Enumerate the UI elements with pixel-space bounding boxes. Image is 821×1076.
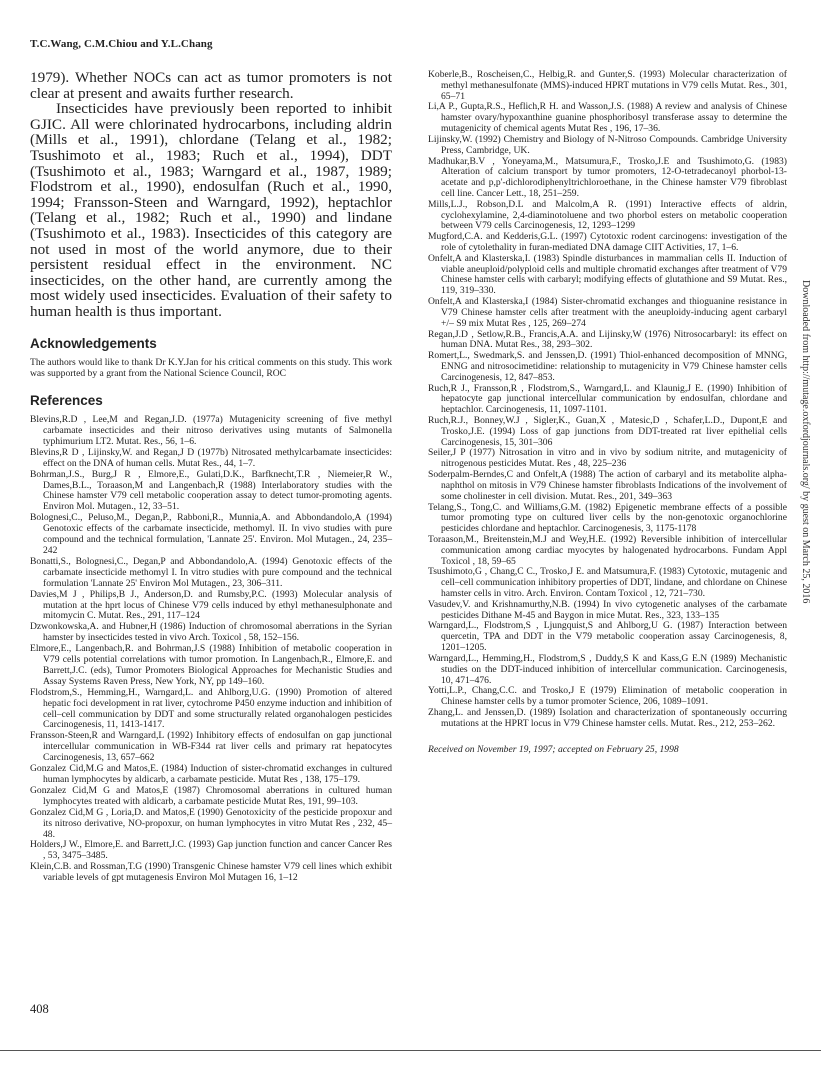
reference-item: Ruch,R J., Fransson,R , Flodstrom,S., Warngard,L. and Klaunig,J E. (1990) Inhibition of hepatocyte gap junctional intercellular communication by endosulfan, chlordane and heptachlor. Carcinogenesis, 11, 1097-1101.: [428, 382, 787, 416]
reference-item: Fransson-Steen,R and Warngard,L (1992) Inhibitory effects of endosulfan on gap junctional intercellular communication in WB-F344 rat liver cells and primary rat hepatocytes Carcinogenesis, 13, 657–662: [30, 730, 392, 764]
reference-item: Blevins,R D , Lijinsky,W. and Regan,J D (1977b) Nitrosated methylcarbamate insecticides: effect on the DNA of human cells. Mutat Res., 44, 1–7.: [30, 446, 392, 469]
bottom-divider: [0, 1050, 821, 1051]
reference-item: Onfelt,A and Klasterska,I. (1983) Spindle disturbances in mammalian cells II. Induction of viable aneuploid/polyploid cells and multiple chromatid exchanges after treatment of V79 Chinese hamster cells with carbaryl; modifying effects of glutathione and S9 Mutat. Res., 119, 319–330.: [428, 252, 787, 297]
right-column: [428, 70, 787, 755]
body-paragraph: Insecticides have previously been reported to inhibit GJIC. All were chlorinated hydrocarbons, including aldrin (Mills et al., 1991), chlordane (Telang et al., 1982; Tsushimoto et al., 1983; Ruch et al., 1994), DDT (Tsushimoto et al., 1983; Warngard et al., 1987, 1989; Flodstrom et al., 1990), endosulfan (Ruch et al., 1990, 1994; Fransson-Steen and Warngard, 1992), heptachlor (Telang et al., 1982; Ruch et al., 1990) and lindane (Tsushimoto et al., 1983). Insecticides of this category are not used in most of the world anymore, due to their persistent residual effect in the environment. NC insecticides, on the other hand, are currently among the most widely used insecticides. Evaluation of their safety to human health is thus important.: [30, 100, 392, 320]
reference-item: Davies,M J , Philips,B J., Anderson,D. and Rumsby,P.C. (1993) Molecular analysis of mutation at the hprt locus of Chinese V79 cells induced by ethyl methanesulphonate and mitomycin C. Mutat. Res., 291, 117–124: [30, 588, 392, 622]
reference-item: Mugford,C.A. and Kedderis,G.L. (1997) Cytotoxic rodent carcinogens: investigation of the role of cytolethality in furan-mediated DNA damage CIIT Activities, 17, 1–6.: [428, 231, 787, 253]
reference-item: Yotti,L.P., Chang,C.C. and Trosko,J E (1979) Elimination of metabolic cooperation in Chinese hamster cells by a tumor promoter Science, 206, 1089–1091.: [428, 685, 787, 708]
running-header: T.C.Wang, C.M.Chiou and Y.L.Chang: [30, 38, 213, 50]
body-paragraph: 1979). Whether NOCs can act as tumor promoters is not clear at present and awaits further research.: [30, 69, 392, 102]
reference-item: Warngard,L., Hemming,H., Flodstrom,S , Duddy,S K and Kass,G E.N (1989) Mechanistic studies on the DDT-induced inhibition of intercellular communication. Carcinogenesis, 10, 471–476.: [428, 652, 787, 686]
reference-item: Onfelt,A and Klasterska,I (1984) Sister-chromatid exchanges and thioguanine resistance in V79 Chinese hamster cells after treatment with the aneuploidy-inducing agent carbaryl +/– S9 mix Mutat Res , 125, 269–274: [428, 296, 787, 329]
download-watermark-text[interactable]: Downloaded from http://mutage.oxfordjournals.org/ by guest on March 25, 2016: [800, 280, 811, 604]
reference-item: Bolognesi,C., Peluso,M., Degan,P., Rabboni,R., Munnia,A. and Abbondandolo,A (1994) Genotoxic effects of the carbamate insecticide, methomyl. II. In vivo studies with pure compound and the technical formulation, 'Lannate 25'. Environ. Mol Mutagen., 24, 235–242: [30, 512, 392, 556]
reference-item: Madhukar,B.V , Yoneyama,M., Matsumura,F., Trosko,J.E and Tsushimoto,G. (1983) Alteration of calcium transport by tumor promoters, 12-O-tetradecanoyl phorbol-13-acetate and p,p'-dichlorodiphenyltrichloroethane, in the Chinese hamster V79 fibroblast cell line. Cancer Lett., 18, 251–259.: [428, 155, 787, 199]
reference-item: Holders,J W., Elmore,E. and Barrett,J.C. (1993) Gap junction function and cancer Cancer Res , 53, 3475–3485.: [30, 839, 392, 862]
reference-list-left: [30, 415, 392, 884]
reference-item: Gonzalez Cid,M.G and Matos,E. (1984) Induction of sister-chromatid exchanges in cultured human lymphocytes by aldicarb, a carbamate pesticide. Mutat Res , 138, 175–179.: [30, 763, 392, 785]
reference-item: Bonatti,S., Bolognesi,C., Degan,P and Abbondandolo,A. (1994) Genotoxic effects of the carbamate insecticide methomyl I. In vitro studies with pure compound and the technical formulation 'Lannate 25' Environ Mol Mutagen., 23, 306–311.: [30, 555, 392, 589]
reference-item: Seiler,J P (1977) Nitrosation in vitro and in vivo by sodium nitrite, and mutagenicity of nitrogenous pesticides Mutat. Res , 48, 225–236: [428, 447, 787, 470]
reference-item: Romert,L., Swedmark,S. and Jenssen,D. (1991) Thiol-enhanced decomposition of MNNG, ENNG and nitrosocimetidine: relationship to mutagenicity in V79 Chinese hamster cells Carcinogenesis, 12, 847–853.: [428, 350, 787, 383]
reference-item: Lijinsky,W. (1992) Chemistry and Biology of N-Nitroso Compounds. Cambridge University Press, Cambridge, UK.: [428, 133, 787, 156]
reference-item: Telang,S., Tong,C. and Williams,G.M. (1982) Epigenetic membrane effects of a possible tumor promoting type on cultured liver cells by the non-genotoxic organochlorine pesticides chlordane and heptachlor. Carcinogenesis, 3, 1175-1178: [428, 501, 787, 535]
reference-item: Li,A P., Gupta,R.S., Heflich,R H. and Wasson,J.S. (1988) A review and analysis of Chinese hamster ovary/hypoxanthine guanine phosphoribosyl transferase assay to determine the mutagenicity of chemical agents Mutat Res , 196, 17–36.: [428, 101, 787, 135]
reference-item: Mills,L.J., Robson,D.L and Malcolm,A R. (1991) Interactive effects of aldrin, cyclohexylamine, 2,4-diaminotoluene and two phorbol esters on metabolic cooperation between V79 cells Carcinogenesis, 12, 1293–1299: [428, 198, 787, 232]
reference-item: Vasudev,V. and Krishnamurthy,N.B. (1994) In vivo cytogenetic analyses of the carbamate pesticides Dithane M-45 and Baygon in mice Mutat. Res., 323, 133–135: [428, 598, 787, 621]
reference-item: Koberle,B., Roscheisen,C., Helbig,R. and Gunter,S. (1993) Molecular characterization of methyl methanesulfonate (MMS)-induced HPRT mutations in V79 cells Mutat. Res., 301, 65–71: [428, 69, 787, 102]
left-column: [30, 70, 392, 884]
reference-item: Toraason,M., Breitenstein,M.J and Wey,H.E. (1992) Reversible inhibition of intercellular communication among cardiac myocytes by halogenated hydrocarbons. Fundam Appl Toxicol , 18, 59–65: [428, 533, 787, 567]
reference-item: Klein,C.B. and Rossman,T.G (1990) Transgenic Chinese hamster V79 cell lines which exhibit variable levels of gpt mutagenesis Environ Mol Mutagen 16, 1–12: [30, 861, 392, 884]
reference-item: Elmore,E., Langenbach,R. and Bohrman,J.S (1988) Inhibition of metabolic cooperation in V79 cells potential correlations with tumor promotion. In Langenbach,R., Elmore,E. and Barrett,J.C. (eds), Tumor Promoters Biological Approaches for Mechanistic Studies and Assay Systems Raven Press, New York, NY, pp 149–160.: [30, 643, 392, 687]
acknowledgements-text: The authors would like to thank Dr K.Y.Jan for his critical comments on this study. This work was supported by a grant from the National Science Council, ROC: [30, 356, 392, 379]
page-number: 408: [30, 1002, 49, 1016]
reference-item: Dzwonkowska,A. and Hubner,H (1986) Induction of chromosomal aberrations in the Syrian hamster by insecticides tested in vivo Arch. Toxicol , 58, 152–156.: [30, 621, 392, 644]
reference-item: Ruch,R.J., Bonney,W.J , Sigler,K., Guan,X , Matesic,D , Schafer,L.D., Dupont,E and Trosko,J.E. (1994) Loss of gap junctions from DDT-treated rat liver epithelial cells Carcinogenesis, 15, 301–306: [428, 415, 787, 448]
acknowledgements-heading: Acknowledgements: [30, 335, 157, 351]
references-heading: References: [30, 393, 103, 409]
reference-item: Gonzalez Cid,M G , Loria,D. and Matos,E (1990) Genotoxicity of the pesticide propoxur and its nitroso derivative, NO-propoxur, on human lymphocytes in vitro Mutat Res , 232, 45–48.: [30, 806, 392, 840]
reference-item: Flodstrom,S., Hemming,H., Warngard,L. and Ahlborg,U.G. (1990) Promotion of altered hepatic foci development in rat liver, cytochrome P450 enzyme induction and inhibition of cell–cell communication by DDT and some structurally related organohalogen pesticides Carcinogenesis, 11, 1413-1417.: [30, 686, 392, 731]
reference-item: Blevins,R.D , Lee,M and Regan,J.D. (1977a) Mutagenicity screening of five methyl carbamate insecticides and their nitroso derivatives using mutants of Salmonella typhimurium LT2. Mutat. Res., 56, 1–6.: [30, 414, 392, 447]
reference-item: Regan,J.D , Setlow,R.B., Francis,A.A. and Lijinsky,W (1976) Nitrosocarbaryl: its effect on human DNA. Mutat Res., 38, 293–302.: [428, 328, 787, 351]
reference-item: Zhang,L. and Jenssen,D. (1989) Isolation and characterization of spontaneously occurring mutations at the HPRT locus in V79 Chinese hamster cells. Mutat. Res., 212, 253–262.: [428, 706, 787, 729]
reference-item: Warngard,L., Flodstrom,S , Ljungquist,S and Ahlborg,U G. (1987) Interaction between quercetin, TPA and DDT in the V79 metabolic cooperation assay Carcinogenesis, 8, 1201–1205.: [428, 620, 787, 654]
reference-item: Gonzalez Cid,M G and Matos,E (1987) Chromosomal aberrations in cultured human lymphocytes treated with aldicarb, a carbamate pesticide Mutat Res, 191, 99–103.: [30, 784, 392, 807]
reference-item: Bohrman,J.S., Burg,J R , Elmore,E., Gulati,D.K., Barfknecht,T.R , Niemeier,R W., Dames,B.L., Toraason,M and Langenbach,R (1988) Interlaboratory studies with the Chinese hamster V79 cell metabolic cooperation assay to detect tumor-promoting agents. Environ Mol. Mutagen., 12, 33–51.: [30, 468, 392, 513]
reference-item: Tsushimoto,G , Chang,C C., Trosko,J E. and Matsumura,F. (1983) Cytotoxic, mutagenic and cell–cell communication inhibitory properties of DDT, lindane, and chlordane on Chinese hamster cells in vitro. Arch. Environ. Contam Toxicol , 12, 721–730.: [428, 566, 787, 599]
reference-item: Soderpalm-Berndes,C and Onfelt,A (1988) The action of carbaryl and its metabolite alpha-naphthol on mitosis in V79 Chinese hamster fibroblasts Indications of the involvement of some cholinester in cell division. Mutat. Res., 201, 349–363: [428, 469, 787, 502]
reference-list-right: [428, 70, 787, 730]
received-date: Received on November 19, 1997; accepted on February 25, 1998: [428, 743, 679, 755]
download-watermark[interactable]: [800, 280, 816, 720]
